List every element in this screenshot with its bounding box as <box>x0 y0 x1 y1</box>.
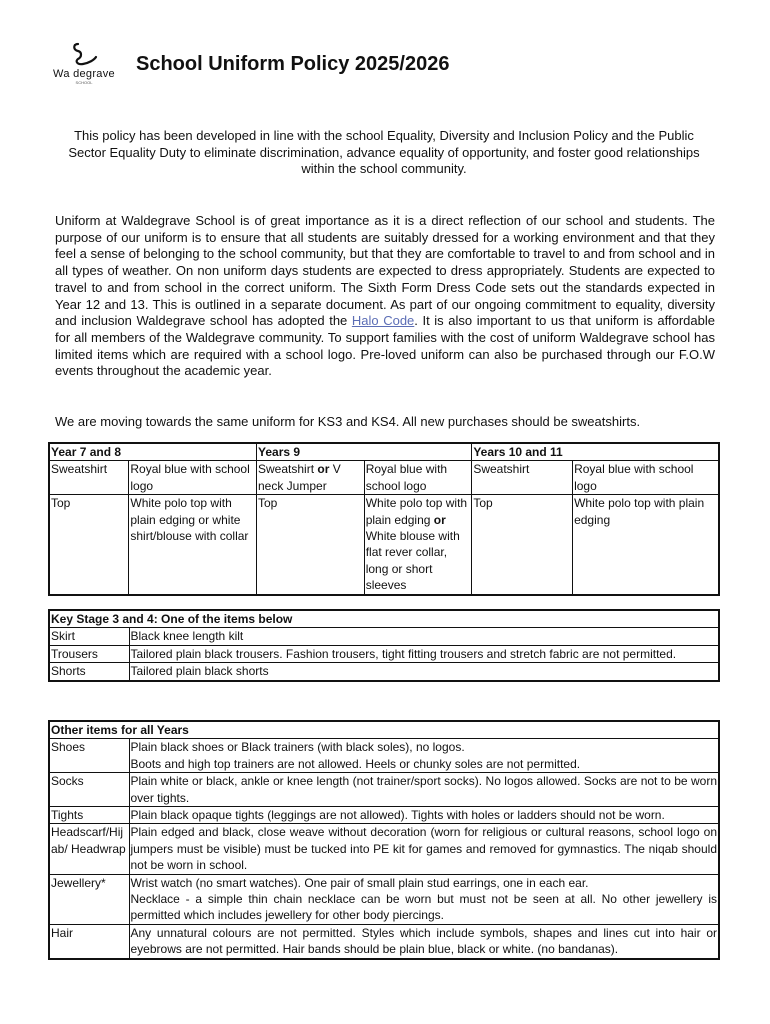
table-row <box>49 495 719 595</box>
cell-text: White blouse with flat rever collar, long or short sleeves <box>365 529 460 593</box>
table-cell: Tights <box>49 807 129 824</box>
table-row <box>49 628 719 645</box>
logo-subtext: SCHOOL <box>75 80 93 85</box>
swan-icon <box>69 40 99 68</box>
header-year-9: Years 9 <box>257 443 472 461</box>
table-row <box>49 924 719 958</box>
table-row <box>49 739 719 773</box>
table-cell: Royal blue with school logo <box>573 461 719 495</box>
table-row <box>49 824 719 874</box>
halo-code-link[interactable]: Halo Code <box>351 313 415 329</box>
table-cell <box>129 739 719 773</box>
table-cell: Jewellery* <box>49 874 129 924</box>
table-cell: Shorts <box>49 663 129 681</box>
table-cell <box>129 874 719 924</box>
table-cell: Royal blue with school logo <box>129 461 257 495</box>
cell-line: Necklace - a simple thin chain necklace can be worn but must not be seen at all. No other jewellery is permitted which includes jewellery for other body piercings. <box>130 892 717 923</box>
table-cell: White polo top with plain edging <box>573 495 719 595</box>
table-cell: Plain white or black, ankle or knee length (not trainer/sport socks). No logos allowed. Socks are not to be worn over tights. <box>130 774 717 805</box>
table-cell: Shoes <box>49 739 129 773</box>
table-cell: Top <box>472 495 573 595</box>
school-logo <box>52 40 116 92</box>
cell-text: V neck Jumper <box>258 462 341 493</box>
table-cell: Top <box>257 495 365 595</box>
table-cell: Tailored plain black shorts <box>129 663 719 681</box>
table-cell <box>257 461 365 495</box>
table-cell: Sweatshirt <box>472 461 573 495</box>
header-year-7-8: Year 7 and 8 <box>49 443 257 461</box>
cell-text: Sweatshirt <box>258 462 318 477</box>
cell-text-bold: or <box>433 512 446 527</box>
table-header-row <box>49 610 719 628</box>
table-cell: Black knee length kilt <box>129 628 719 645</box>
sweatshirt-note: We are moving towards the same uniform for KS3 and KS4. All new purchases should be sweatshirts. <box>55 414 641 429</box>
table-cell: White polo top with plain edging or white shirt/blouse with collar <box>129 495 257 595</box>
table-cell: Headscarf/Hijab/ Headwrap <box>49 824 129 874</box>
table-row <box>49 874 719 924</box>
logo-wordmark: Wa degrave <box>53 68 115 80</box>
table-cell: Plain edged and black, close weave without decoration (worn for religious or cultural reasons, school logo on jumpers must be visible) must be tucked into PE kit for games and removed for gymnastics. The niqab should not be worn in school. <box>130 825 717 873</box>
intro-paragraph: This policy has been developed in line with the school Equality, Diversity and Inclusion Policy and the Public Sector Equality Duty to eliminate discrimination, advance equality of opportunity, and foster good relationships within the school community. <box>68 128 700 177</box>
body-paragraph <box>55 213 715 380</box>
table-cell: Top <box>49 495 129 595</box>
table-row <box>49 773 719 807</box>
table-cell: Trousers <box>49 645 129 662</box>
years-uniform-table <box>48 442 720 596</box>
cell-text-bold: or <box>317 462 330 477</box>
key-stage-table <box>48 609 720 682</box>
table-header-row <box>49 721 719 739</box>
cell-text: White polo top with plain edging <box>365 496 468 527</box>
table-cell: Socks <box>49 773 129 807</box>
table-cell: Plain black opaque tights (leggings are not allowed). Tights with holes or ladders should not be worn. <box>129 807 719 824</box>
body-text-2: . It is also important to us that uniform is affordable for all members of the Waldegrave community. To support families with the cost of uniform Waldegrave school has limited items which are required with a school logo. Pre-loved uniform can also be purchased through our F.O.W events throughout the academic year. <box>55 313 715 379</box>
other-items-table <box>48 720 720 960</box>
body-text-1: Uniform at Waldegrave School is of great importance as it is a direct reflection of our school and students. The purpose of our uniform is to ensure that all students are suitably dressed for a working environment and that they feel a sense of belonging to the school community, but that they are comfortable to travel to and from school and in all types of weather. On non uniform days students are expected to dress appropriately. Students are expected to travel to and from school in the correct uniform. The Sixth Form Dress Code sets out the standards expected in Year 12 and 13. This is outlined in a separate document. As part of our ongoing commitment to equality, diversity and inclusion Waldegrave school has adopted the <box>55 213 715 329</box>
table-row <box>49 807 719 824</box>
table-cell: Royal blue with school logo <box>364 461 472 495</box>
table-header-row <box>49 443 719 461</box>
table-cell <box>364 495 472 595</box>
header-year-10-11: Years 10 and 11 <box>472 443 719 461</box>
cell-line: Plain black shoes or Black trainers (with black soles), no logos. <box>130 740 465 755</box>
cell-line: Boots and high top trainers are not allowed. Heels or chunky soles are not permitted. <box>130 756 581 771</box>
table-row <box>49 645 719 662</box>
page-title: School Uniform Policy 2025/2026 <box>136 53 450 75</box>
key-stage-header: Key Stage 3 and 4: One of the items below <box>49 610 719 628</box>
table-cell: Sweatshirt <box>49 461 129 495</box>
table-cell: Skirt <box>49 628 129 645</box>
table-cell: Tailored plain black trousers. Fashion trousers, tight fitting trousers and stretch fabric are not permitted. <box>129 645 719 662</box>
other-items-header: Other items for all Years <box>49 721 719 739</box>
table-row <box>49 461 719 495</box>
cell-line: Wrist watch (no smart watches). One pair of small plain stud earrings, one in each ear. <box>130 875 589 890</box>
table-cell: Any unnatural colours are not permitted. Styles which include symbols, shapes and lines cut into hair or eyebrows are not permitted. Hair bands should be plain blue, black or white. (no bandanas). <box>129 924 719 958</box>
table-row <box>49 663 719 681</box>
table-cell: Hair <box>49 924 129 958</box>
